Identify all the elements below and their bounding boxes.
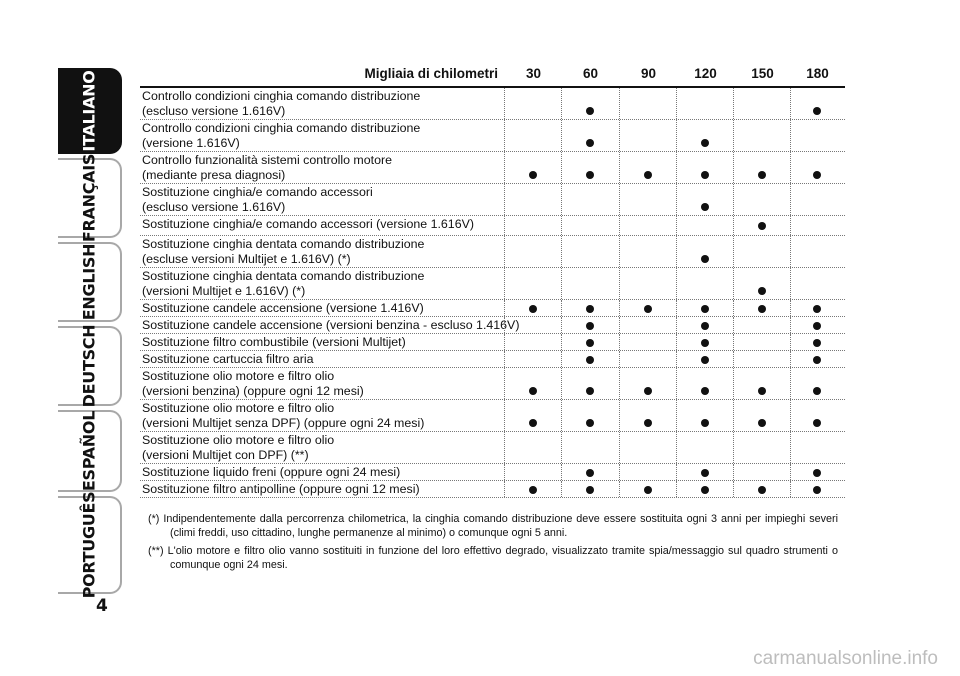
column-separator <box>676 120 677 151</box>
column-separator <box>504 184 505 215</box>
column-separator <box>619 400 620 431</box>
maintenance-dot <box>586 171 594 179</box>
column-separator <box>561 351 562 367</box>
column-separator <box>619 317 620 333</box>
column-separator <box>561 268 562 299</box>
column-separator <box>790 317 791 333</box>
maintenance-dot <box>701 203 709 211</box>
column-separator <box>733 400 734 431</box>
column-separator <box>790 184 791 215</box>
column-separator <box>504 236 505 267</box>
column-separator <box>733 481 734 497</box>
column-separator <box>561 464 562 480</box>
tab-label: ITALIANO <box>79 70 99 152</box>
maintenance-dot <box>813 322 821 330</box>
row-description: Sostituzione filtro antipolline (oppure ogni 12 mesi) <box>142 482 420 496</box>
table-header <box>140 62 845 88</box>
maintenance-dot <box>586 419 594 427</box>
column-separator <box>676 481 677 497</box>
km-column-header: 30 <box>525 66 542 81</box>
maintenance-dot <box>813 419 821 427</box>
maintenance-dot <box>701 322 709 330</box>
column-separator <box>561 120 562 151</box>
maintenance-dot <box>586 322 594 330</box>
table-row <box>140 368 845 400</box>
column-separator <box>790 88 791 119</box>
column-separator <box>733 300 734 316</box>
km-column-header: 120 <box>694 66 717 81</box>
column-separator <box>790 300 791 316</box>
column-separator <box>733 184 734 215</box>
row-description: Sostituzione cinghia/e comando accessori (versione 1.616V) <box>142 217 474 231</box>
column-separator <box>676 317 677 333</box>
maintenance-dot <box>758 305 766 313</box>
column-separator <box>504 481 505 497</box>
table-row <box>140 351 845 368</box>
column-separator <box>790 216 791 235</box>
maintenance-dot <box>586 305 594 313</box>
column-separator <box>561 481 562 497</box>
column-separator <box>619 464 620 480</box>
maintenance-dot <box>758 287 766 295</box>
column-separator <box>790 334 791 350</box>
row-description: Sostituzione olio motore e filtro olio (versioni Multijet con DPF) (**) <box>142 433 335 462</box>
row-description: Sostituzione olio motore e filtro olio (versioni benzina) (oppure ogni 12 mesi) <box>142 369 364 398</box>
maintenance-dot <box>586 139 594 147</box>
column-separator <box>790 152 791 183</box>
footnotes <box>148 513 838 577</box>
tab-label: DEUTSCH <box>79 324 99 408</box>
column-separator <box>504 432 505 463</box>
maintenance-dot <box>586 339 594 347</box>
column-separator <box>790 481 791 497</box>
maintenance-dot <box>701 356 709 364</box>
column-separator <box>504 152 505 183</box>
tab-label: FRANÇAIS <box>79 153 99 243</box>
maintenance-dot <box>813 356 821 364</box>
column-separator <box>504 216 505 235</box>
table-row <box>140 432 845 464</box>
column-separator <box>676 368 677 399</box>
table-row <box>140 184 845 216</box>
row-description: Sostituzione candele accensione (versioni benzina - escluso 1.416V) <box>142 318 520 332</box>
maintenance-dot <box>586 356 594 364</box>
column-separator <box>790 464 791 480</box>
tab-deutsch[interactable] <box>58 326 122 406</box>
maintenance-dot <box>529 387 537 395</box>
maintenance-dot <box>701 419 709 427</box>
column-separator <box>676 216 677 235</box>
table-row <box>140 481 845 498</box>
column-separator <box>504 300 505 316</box>
column-separator <box>733 152 734 183</box>
maintenance-dot <box>813 305 821 313</box>
table-row <box>140 88 845 120</box>
tab-italiano[interactable] <box>58 68 122 154</box>
column-separator <box>619 184 620 215</box>
maintenance-dot <box>586 469 594 477</box>
maintenance-dot <box>813 387 821 395</box>
maintenance-dot <box>758 222 766 230</box>
column-separator <box>619 120 620 151</box>
maintenance-dot <box>701 339 709 347</box>
column-separator <box>504 88 505 119</box>
column-separator <box>790 351 791 367</box>
column-separator <box>733 88 734 119</box>
table-row <box>140 317 845 334</box>
tab-label: ENGLISH <box>79 243 99 321</box>
column-separator <box>561 88 562 119</box>
tab-label: PORTUGUÊS <box>79 491 99 599</box>
maintenance-dot <box>644 171 652 179</box>
maintenance-dot <box>701 469 709 477</box>
table-row <box>140 120 845 152</box>
column-separator <box>619 236 620 267</box>
table-row <box>140 400 845 432</box>
column-separator <box>733 268 734 299</box>
tab-português[interactable] <box>58 491 122 599</box>
column-separator <box>619 300 620 316</box>
row-description: Sostituzione olio motore e filtro olio (versioni Multijet senza DPF) (oppure ogni 24 mesi) <box>142 401 425 430</box>
column-separator <box>676 334 677 350</box>
maintenance-dot <box>701 255 709 263</box>
maintenance-dot <box>644 419 652 427</box>
column-separator <box>676 152 677 183</box>
maintenance-dot <box>758 171 766 179</box>
maintenance-dot <box>813 107 821 115</box>
maintenance-dot <box>529 305 537 313</box>
column-separator <box>676 464 677 480</box>
watermark: carmanualsonline.info <box>753 648 938 669</box>
maintenance-dot <box>813 171 821 179</box>
footnote: (**) L'olio motore e filtro olio vanno sostituiti in funzione del loro effettivo degrado, visualizzato tramite spia/messaggio sul quadro strumenti o comunque ogni 24 mesi. <box>148 545 838 571</box>
column-separator <box>561 300 562 316</box>
column-separator <box>561 184 562 215</box>
maintenance-dot <box>529 171 537 179</box>
column-separator <box>676 300 677 316</box>
column-separator <box>733 351 734 367</box>
row-description: Controllo condizioni cinghia comando distribuzione (escluso versione 1.616V) <box>142 89 421 118</box>
column-separator <box>619 152 620 183</box>
column-separator <box>561 152 562 183</box>
column-separator <box>619 268 620 299</box>
maintenance-dot <box>813 486 821 494</box>
column-separator <box>619 481 620 497</box>
column-separator <box>790 368 791 399</box>
column-separator <box>504 464 505 480</box>
table-row <box>140 464 845 481</box>
maintenance-dot <box>701 305 709 313</box>
column-separator <box>733 432 734 463</box>
column-separator <box>504 317 505 333</box>
column-separator <box>504 400 505 431</box>
column-separator <box>561 432 562 463</box>
column-separator <box>676 400 677 431</box>
column-separator <box>790 400 791 431</box>
column-separator <box>733 216 734 235</box>
maintenance-dot <box>701 139 709 147</box>
row-description: Sostituzione cinghia dentata comando distribuzione (versioni Multijet e 1.616V) (*) <box>142 269 425 298</box>
row-description: Controllo condizioni cinghia comando distribuzione (versione 1.616V) <box>142 121 421 150</box>
maintenance-dot <box>758 387 766 395</box>
column-separator <box>504 351 505 367</box>
column-separator <box>676 184 677 215</box>
km-column-header: 90 <box>640 66 657 81</box>
maintenance-dot <box>758 486 766 494</box>
row-description: Sostituzione cinghia/e comando accessori (escluso versione 1.616V) <box>142 185 373 214</box>
column-separator <box>733 236 734 267</box>
maintenance-dot <box>644 387 652 395</box>
maintenance-dot <box>644 486 652 494</box>
column-separator <box>733 317 734 333</box>
header-label: Migliaia di chilometri <box>364 66 498 81</box>
column-separator <box>504 268 505 299</box>
maintenance-dot <box>813 339 821 347</box>
column-separator <box>504 120 505 151</box>
maintenance-dot <box>644 305 652 313</box>
maintenance-table <box>140 62 845 498</box>
tab-english[interactable] <box>58 242 122 322</box>
column-separator <box>676 88 677 119</box>
table-row <box>140 300 845 317</box>
maintenance-dot <box>701 387 709 395</box>
maintenance-dot <box>586 387 594 395</box>
column-separator <box>619 88 620 119</box>
row-description: Sostituzione filtro combustibile (versioni Multijet) <box>142 335 406 349</box>
column-separator <box>676 236 677 267</box>
column-separator <box>561 334 562 350</box>
maintenance-dot <box>813 469 821 477</box>
km-column-header: 180 <box>806 66 829 81</box>
footnote: (*) Indipendentemente dalla percorrenza chilometrica, la cinghia comando distribuzione deve essere sostituita ogni 3 anni per impieghi severi (climi freddi, uso cittadino, lunghe permanenze al minimo) o comunque ogni 5 anni. <box>148 513 838 539</box>
maintenance-dot <box>529 419 537 427</box>
maintenance-dot <box>701 486 709 494</box>
column-separator <box>676 351 677 367</box>
table-row <box>140 268 845 300</box>
column-separator <box>561 236 562 267</box>
column-separator <box>676 268 677 299</box>
column-separator <box>619 334 620 350</box>
column-separator <box>790 432 791 463</box>
table-row <box>140 334 845 351</box>
table-row <box>140 216 845 236</box>
column-separator <box>733 334 734 350</box>
table-row <box>140 152 845 184</box>
maintenance-dot <box>529 486 537 494</box>
maintenance-dot <box>758 419 766 427</box>
column-separator <box>733 464 734 480</box>
column-separator <box>619 351 620 367</box>
km-column-header: 150 <box>751 66 774 81</box>
column-separator <box>790 236 791 267</box>
column-separator <box>619 432 620 463</box>
page-number: 4 <box>96 596 108 616</box>
row-description: Sostituzione cartuccia filtro aria <box>142 352 314 366</box>
column-separator <box>733 120 734 151</box>
row-description: Sostituzione liquido freni (oppure ogni 24 mesi) <box>142 465 401 479</box>
column-separator <box>504 334 505 350</box>
column-separator <box>504 368 505 399</box>
column-separator <box>619 368 620 399</box>
column-separator <box>733 368 734 399</box>
row-description: Sostituzione candele accensione (versione 1.416V) <box>142 301 424 315</box>
row-description: Sostituzione cinghia dentata comando distribuzione (escluse versioni Multijet e 1.616V) (*) <box>142 237 425 266</box>
column-separator <box>676 432 677 463</box>
maintenance-dot <box>586 486 594 494</box>
column-separator <box>619 216 620 235</box>
column-separator <box>561 216 562 235</box>
table-body <box>140 88 845 498</box>
column-separator <box>561 400 562 431</box>
column-separator <box>561 368 562 399</box>
column-separator <box>561 317 562 333</box>
maintenance-dot <box>701 171 709 179</box>
table-row <box>140 236 845 268</box>
row-description: Controllo funzionalità sistemi controllo motore (mediante presa diagnosi) <box>142 153 392 182</box>
maintenance-dot <box>586 107 594 115</box>
column-separator <box>790 268 791 299</box>
column-separator <box>790 120 791 151</box>
tab-label: ESPAÑOL <box>79 410 99 492</box>
km-column-header: 60 <box>582 66 599 81</box>
tab-français[interactable] <box>58 153 122 243</box>
tab-español[interactable] <box>58 410 122 492</box>
